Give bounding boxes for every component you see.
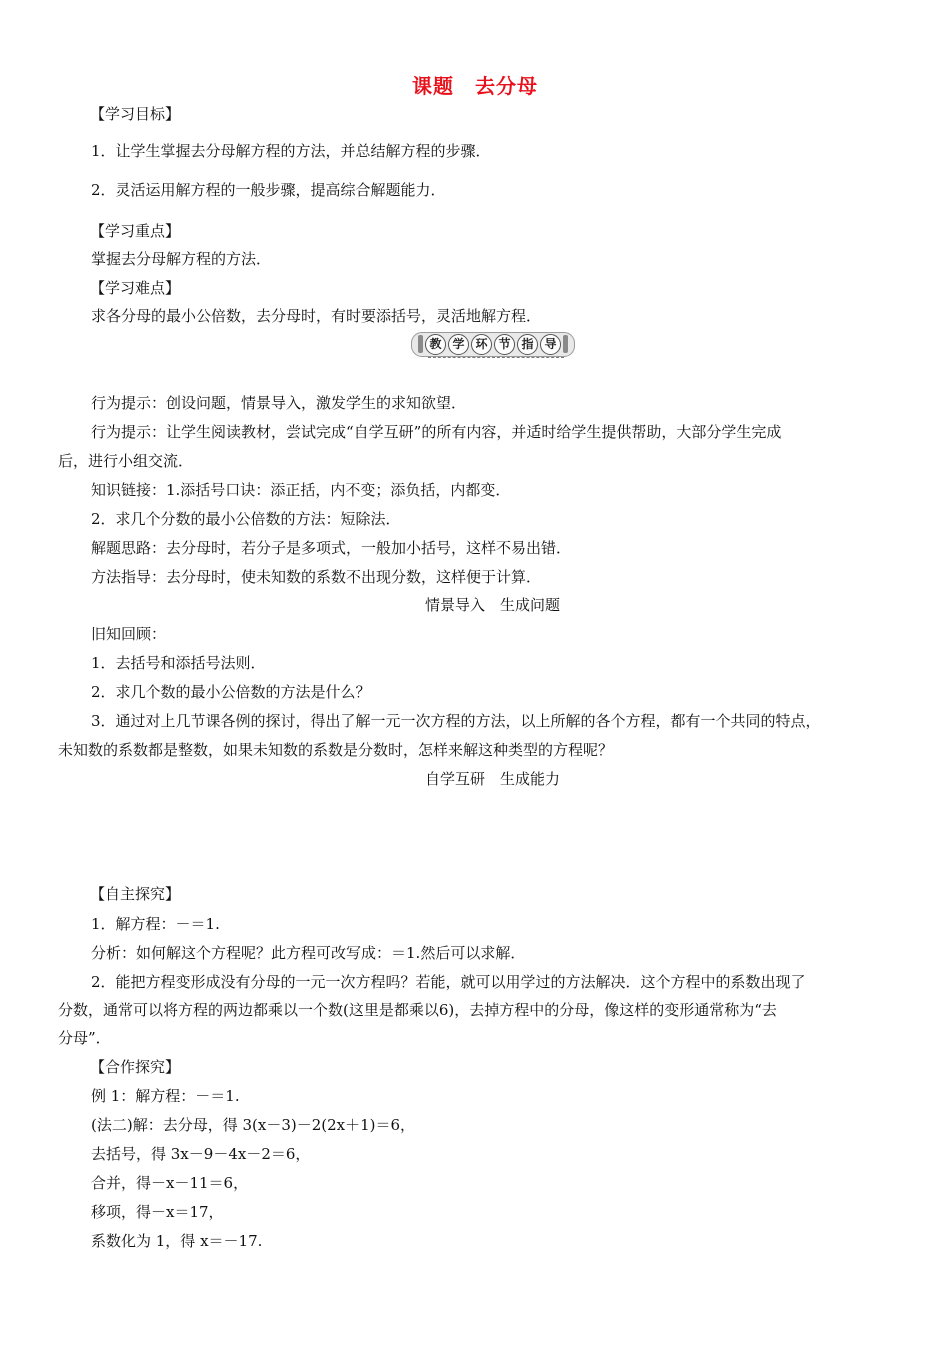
banner-char: 教 xyxy=(425,334,446,355)
banner-left-cap xyxy=(418,335,423,353)
goals-heading: 【学习目标】 xyxy=(90,105,181,123)
coop-heading: 【合作探究】 xyxy=(90,1058,181,1076)
banner-char: 导 xyxy=(540,334,561,355)
difficulty-heading: 【学习难点】 xyxy=(90,279,181,297)
intro-heading: 情景导入 生成问题 xyxy=(424,596,560,614)
self-study-heading: 自学互研 生成能力 xyxy=(424,770,560,788)
review-item-2: 2．求几个数的最小公倍数的方法是什么？ xyxy=(91,683,371,701)
guidance-line-4: 2．求几个分数的最小公倍数的方法：短除法． xyxy=(91,510,401,528)
focus-heading: 【学习重点】 xyxy=(90,222,181,240)
focus-text: 掌握去分母解方程的方法． xyxy=(91,250,272,268)
banner-char: 指 xyxy=(517,334,538,355)
guidance-line-2b: 后，进行小组交流． xyxy=(58,452,194,470)
teaching-guide-banner xyxy=(422,332,564,356)
explore-heading: 【自主探究】 xyxy=(90,885,181,903)
difficulty-text: 求各分母的最小公倍数，去分母时，有时要添括号，灵活地解方程． xyxy=(91,307,542,325)
guidance-line-5: 解题思路：去分母时，若分子是多项式，一般加小括号，这样不易出错． xyxy=(91,539,572,557)
goal-item-2: 2．灵活运用解方程的一般步骤，提高综合解题能力． xyxy=(91,181,446,199)
review-label: 旧知回顾： xyxy=(91,625,167,643)
banner-divider xyxy=(428,357,564,358)
banner-char: 环 xyxy=(471,334,492,355)
example-1: 例 1：解方程：－＝1. xyxy=(91,1087,240,1105)
question-1: 1．解方程：－＝1. xyxy=(91,915,220,933)
question-2a: 2．能把方程变形成没有分母的一元一次方程吗？若能，就可以用学过的方法解决．这个方程中的系数出现了 xyxy=(91,973,806,991)
solution-step-2: 去括号，得 3x－9－4x－2＝6， xyxy=(91,1145,311,1163)
page-title: 课题 去分母 xyxy=(412,74,538,98)
guidance-line-3: 知识链接：1.添括号口诀：添正括，内不变；添负括，内都变． xyxy=(91,481,511,499)
solution-step-4: 移项，得－x＝17， xyxy=(91,1203,224,1221)
guidance-line-2a: 行为提示：让学生阅读教材，尝试完成“自学互研”的所有内容，并适时给学生提供帮助，大部分学生完成 xyxy=(91,423,782,441)
banner-char: 学 xyxy=(448,334,469,355)
review-item-1: 1．去括号和添括号法则． xyxy=(91,654,266,672)
question-2c: 分母”． xyxy=(58,1029,111,1047)
solution-step-3: 合并，得－x－11＝6， xyxy=(91,1174,249,1192)
guidance-line-6: 方法指导：去分母时，使未知数的系数不出现分数，这样便于计算． xyxy=(91,568,542,586)
solution-step-5: 系数化为 1，得 x＝－17. xyxy=(91,1232,263,1250)
goal-item-1: 1．让学生掌握去分母解方程的方法，并总结解方程的步骤． xyxy=(91,142,491,160)
review-item-3a: 3．通过对上几节课各例的探讨，得出了解一元一次方程的方法，以上所解的各个方程，都有一个共同的特点， xyxy=(91,712,821,730)
solution-step-1: (法二)解：去分母，得 3(x－3)－2(2x＋1)＝6， xyxy=(91,1116,416,1134)
guidance-line-1: 行为提示：创设问题，情景导入，激发学生的求知欲望． xyxy=(91,394,467,412)
analysis-text: 分析：如何解这个方程呢？此方程可改写成：＝1.然后可以求解． xyxy=(91,944,526,962)
banner-char: 节 xyxy=(494,334,515,355)
review-item-3b: 未知数的系数都是整数，如果未知数的系数是分数时，怎样来解这种类型的方程呢？ xyxy=(58,741,614,759)
question-2b: 分数，通常可以将方程的两边都乘以一个数(这里是都乘以6)，去掉方程中的分母，像这样的变形通常称为“去 xyxy=(58,1001,777,1019)
banner-right-cap xyxy=(563,335,568,353)
